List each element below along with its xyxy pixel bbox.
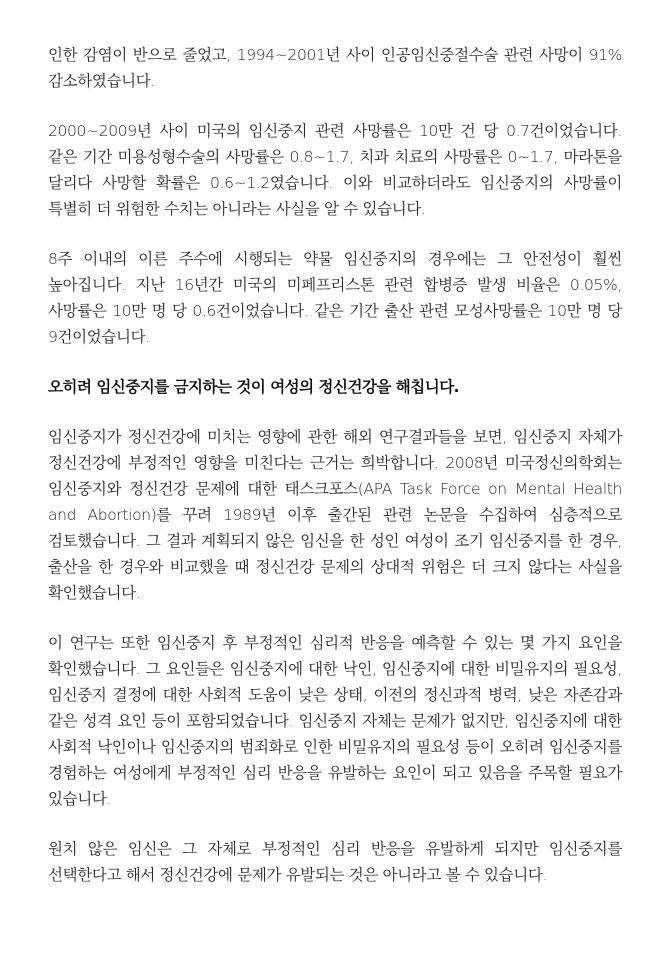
paragraph-medication-abortion-safety: 8주 이내의 이른 주수에 시행되는 약물 임신중지의 경우에는 그 안전성이 훨씬 높아집니다. 지난 16년간 미국의 미페프리스톤 관련 합병증 발생 비율은 0.05%, 사망률은 10만 명 당 0.6건이었습니다. 같은 기간 출산 관련 모성사망률은 10만 명 당 9건이었습니다. — [48, 250, 622, 346]
paragraph-infection-decline: 인한 감염이 반으로 줄었고, 1994~2001년 사이 인공임신중절수술 관련 사망이 91% 감소하였습니다. — [48, 46, 622, 90]
paragraph-risk-factors: 이 연구는 또한 임신중지 후 부정적인 심리적 반응을 예측할 수 있는 몇 가지 요인을 확인했습니다. 그 요인들은 임신중지에 대한 낙인, 임신중지에 대한 비밀유지의 필요성, 임신중지 결정에 대한 사회적 도움이 낮은 상태, 이전의 정신과적 병력, 낮은 자존감과 같은 성격 요인 등이 포함되었습니다. 임신중지 자체는 문제가 없지만, 임신중지에 대한 사회적 낙인이나 임신중지의 범죄화로 인한 비밀유지의 필요성 등이 오히려 임신중지를 경험하는 여성에게 부정적인 심리 반응을 유발하는 요인이 되고 있음을 주목할 필요가 있습니다. — [48, 634, 622, 808]
paragraph-conclusion: 원치 않은 임신은 그 자체로 부정적인 심리 반응을 유발하게 되지만 임신중지를 선택한다고 해서 정신건강에 문제가 유발되는 것은 아니라고 볼 수 있습니다. — [48, 840, 622, 884]
section-heading-mental-health: 오히려 임신중지를 금지하는 것이 여성의 정신건강을 해칩니다. — [48, 378, 460, 396]
paragraph-mortality-comparison: 2000~2009년 사이 미국의 임신중지 관련 사망률은 10만 건 당 0.7건이었습니다. 같은 기간 미용성형수술의 사망률은 0.8~1.7, 치과 치료의 사망률은 0~1.7, 마라톤을 달리다 사망할 확률은 0.6~1.2였습니다. 이와 비교하더라도 임신중지의 사망률이 특별히 더 위험한 수치는 아니라는 사실을 알 수 있습니다. — [48, 122, 622, 218]
paragraph-apa-task-force: 임신중지가 정신건강에 미치는 영향에 관한 해외 연구결과들을 보면, 임신중지 자체가 정신건강에 부정적인 영향을 미친다는 근거는 희박합니다. 2008년 미국정신의학회는 임신중지와 정신건강 문제에 대한 태스크포스(APA Task Force on Mental Health and Abortion)를 꾸려 1989년 이후 출간된 관련 논문을 수집하여 심층적으로 검토했습니다. 그 결과 계획되지 않은 임신을 한 성인 여성이 조기 임신중지를 한 경우, 출산을 한 경우와 비교했을 때 정신건강 문제의 상대적 위험은 더 크지 않다는 사실을 확인했습니다. — [48, 428, 622, 602]
